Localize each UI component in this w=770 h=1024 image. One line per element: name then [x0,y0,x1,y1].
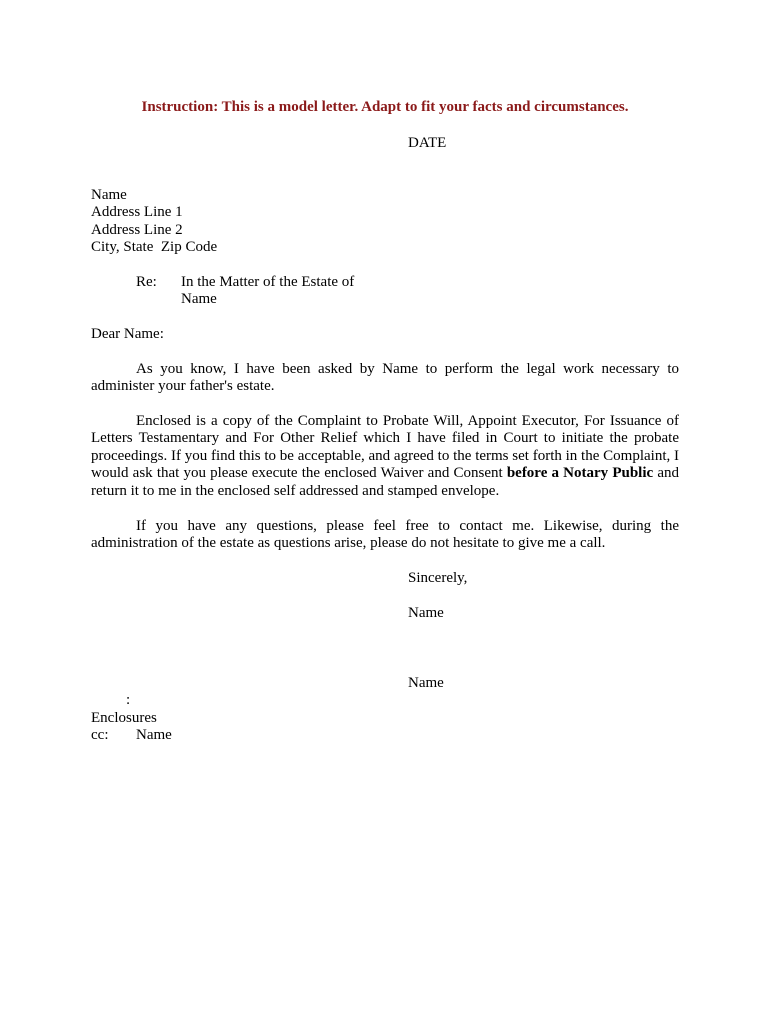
body-paragraph-2-text: Enclosed is a copy of the Complaint to Probate Will, Appoint Executor, For Issuance of Letters Testamentary and For Other Relief which I have filed in Court to initiate the probate proceedings. If you find this to be acceptable, and agreed to the terms set forth in the Complaint, I would ask that you please execute the enclosed Waiver and Consent [91,413,679,482]
instruction-heading: Instruction: This is a model letter. Adapt to fit your facts and circumstances. [141,99,629,115]
recipient-address-line-2: Address Line 2 [91,221,183,238]
body-paragraph-2 [91,413,679,500]
salutation: Dear Name: [91,326,164,342]
typist-initials-colon: : [126,692,131,708]
recipient-name: Name [91,187,127,203]
signature-name: Name [408,605,444,621]
re-subject [181,274,354,309]
signature-typed-name: Name [408,675,444,691]
notary-emphasis: before a Notary Public [506,465,654,482]
recipient-address-line-1: Address Line 1 [91,204,183,221]
letter-date: DATE [408,135,447,151]
recipient-address-block [91,187,217,257]
re-label: Re: [136,274,157,290]
cc-label: cc: [91,727,109,743]
re-subject-line-2: Name [181,291,217,308]
closing-sincerely: Sincerely, [408,570,468,586]
recipient-city-state-zip: City, State Zip Code [91,239,218,256]
body-paragraph-1 [91,361,679,396]
body-paragraph-3-text: If you have any questions, please feel free to contact me. Likewise, during the administration of the estate as questions arise, please do not hesitate to give me a call. [91,518,679,552]
body-paragraph-3 [91,518,679,553]
cc-name: Name [136,727,172,743]
body-paragraph-1-text: As you know, I have been asked by Name to perform the legal work necessary to administer your father's estate. [91,361,679,395]
enclosures-notation: Enclosures [91,710,157,726]
re-subject-line-1: In the Matter of the Estate of [181,274,355,290]
body-paragraph-2-text-end: and return it to me in the enclosed self addressed and stamped envelope. [91,465,679,499]
